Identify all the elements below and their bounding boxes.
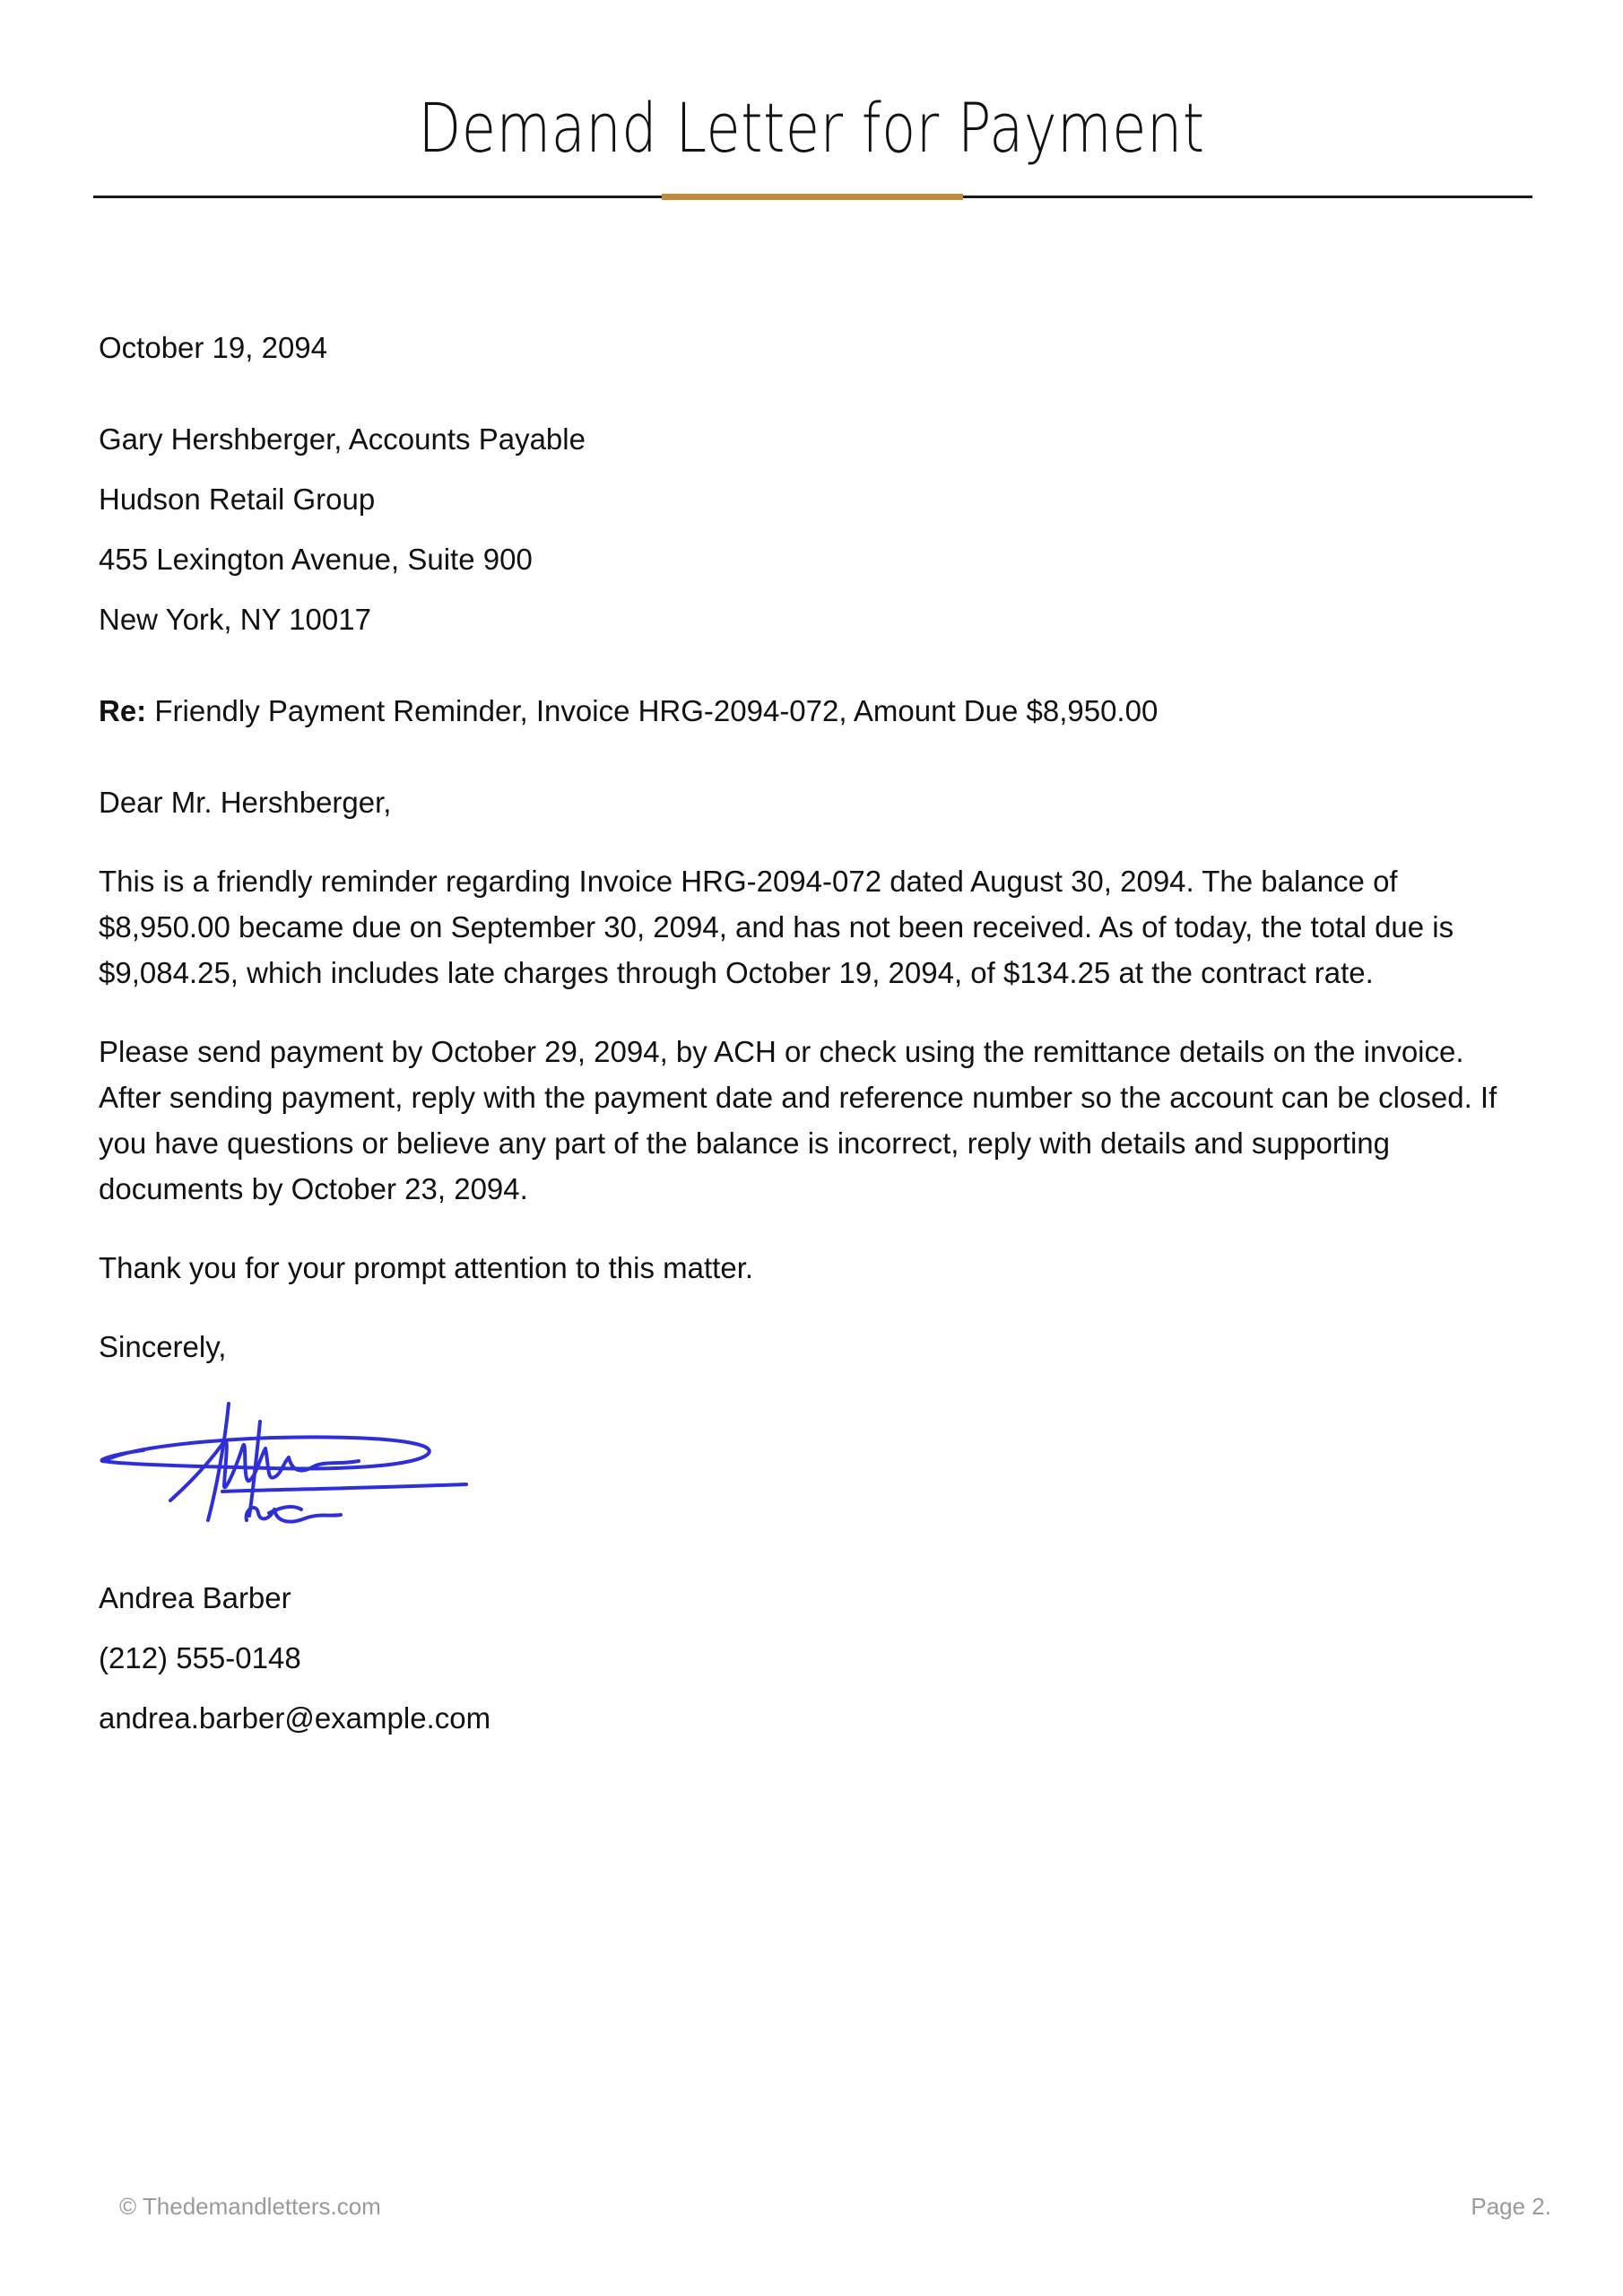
body-paragraph-2 xyxy=(99,1029,1533,1212)
recipient-address-line1: 455 Lexington Avenue, Suite 900 xyxy=(99,543,533,576)
paragraph-line: Please send payment by October 29, 2094, by ACH or check using the remittance details on the invoice. xyxy=(99,1035,1464,1068)
letter-date: October 19, 2094 xyxy=(99,331,328,364)
recipient-address-line2: New York, NY 10017 xyxy=(99,603,371,636)
subject-label: Re: xyxy=(99,694,147,727)
recipient-name: Gary Hershberger, Accounts Payable xyxy=(99,422,586,456)
body-paragraph-1 xyxy=(99,858,1533,996)
footer-page-number: Page 2. xyxy=(1471,2193,1551,2220)
sender-phone: (212) 555-0148 xyxy=(99,1641,301,1674)
subject-text: Friendly Payment Reminder, Invoice HRG-2094-072, Amount Due $8,950.00 xyxy=(146,694,1159,727)
paragraph-line: $8,950.00 became due on September 30, 2094, and has not been received. As of today, the total due is xyxy=(99,910,1454,944)
document-header xyxy=(0,0,1623,206)
paragraph-line: $9,084.25, which includes late charges through October 19, 2094, of $134.25 at the contract rate. xyxy=(99,956,1374,989)
closing: Sincerely, xyxy=(99,1330,227,1363)
header-rule-accent xyxy=(662,194,963,200)
closing-thanks: Thank you for your prompt attention to this matter. xyxy=(99,1251,754,1284)
paragraph-line: you have questions or believe any part of the balance is incorrect, reply with details and supporting xyxy=(99,1126,1391,1160)
paragraph-line: documents by October 23, 2094. xyxy=(99,1172,528,1205)
paragraph-line: After sending payment, reply with the payment date and reference number so the account can be closed. If xyxy=(99,1081,1497,1114)
subject-line xyxy=(99,688,1158,734)
recipient-company: Hudson Retail Group xyxy=(99,483,376,516)
document-title: Demand Letter for Payment xyxy=(418,88,1205,168)
salutation: Dear Mr. Hershberger, xyxy=(99,786,392,819)
sender-email: andrea.barber@example.com xyxy=(99,1701,491,1735)
sender-name: Andrea Barber xyxy=(99,1581,291,1614)
handwritten-signature xyxy=(90,1395,484,1529)
paragraph-line: This is a friendly reminder regarding Invoice HRG-2094-072 dated August 30, 2094. The balance of xyxy=(99,865,1398,898)
footer-copyright: © Thedemandletters.com xyxy=(119,2193,381,2220)
